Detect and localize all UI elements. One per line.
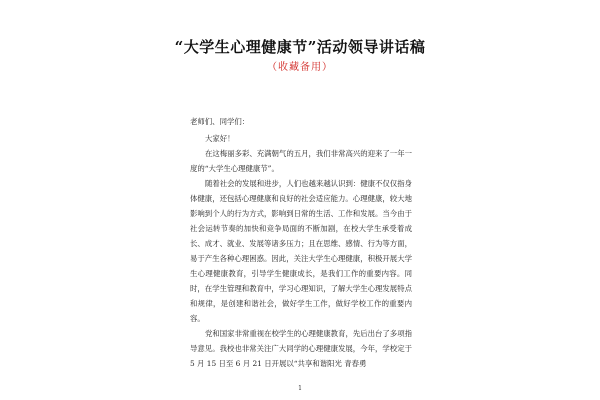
paragraph-mental-health: 随着社会的发展和进步，人们也越来越认识到：健康不仅仅指身体健康，还包括心理健康和良好的社会适应能力。心理健康，较大地影响到个人的行为方式，影响到日常的生活、工作和发展。当今由于社会运转节奏的加快和竞争局面的不断加剧，在校大学生承受着成长、成才、就业、发展等诸多压力；且在思维、感情、行为等方面，易于产生各种心理困惑。因此，关注大学生心理健康，积极开展大学生心理健康教育，引导学生健康成长，是我们工作的重要内容。同时，在学生管理和教育中，学习心理知识，了解大学生心理发展特点和规律，是创建和谐社会，做好学生工作，做好学校工作的重要内容。 <box>190 179 412 323</box>
page-number: 1 <box>298 385 302 392</box>
document-subtitle: （收藏备用） <box>267 62 333 73</box>
paragraph-school-policy: 党和国家非常重视在校学生的心理健康教育，先后出台了多项指导意见。我校也非常关注广大同学的心理健康发展，今年，学校定于 5 月 15 日至 6 月 21 日开展以“共享和谐阳光 青春勇 <box>190 329 412 368</box>
document-body <box>190 114 412 371</box>
salutation: 老师们、同学们： <box>190 117 250 126</box>
paragraph-intro: 在这梅丽多彩、充满朝气的五月，我们非常高兴的迎来了一年一度的“大学生心理健康节”。 <box>190 149 412 173</box>
document-title: “大学生心理健康节”活动领导讲话稿 <box>174 38 426 56</box>
paragraph-greeting: 大家好！ <box>205 134 235 143</box>
